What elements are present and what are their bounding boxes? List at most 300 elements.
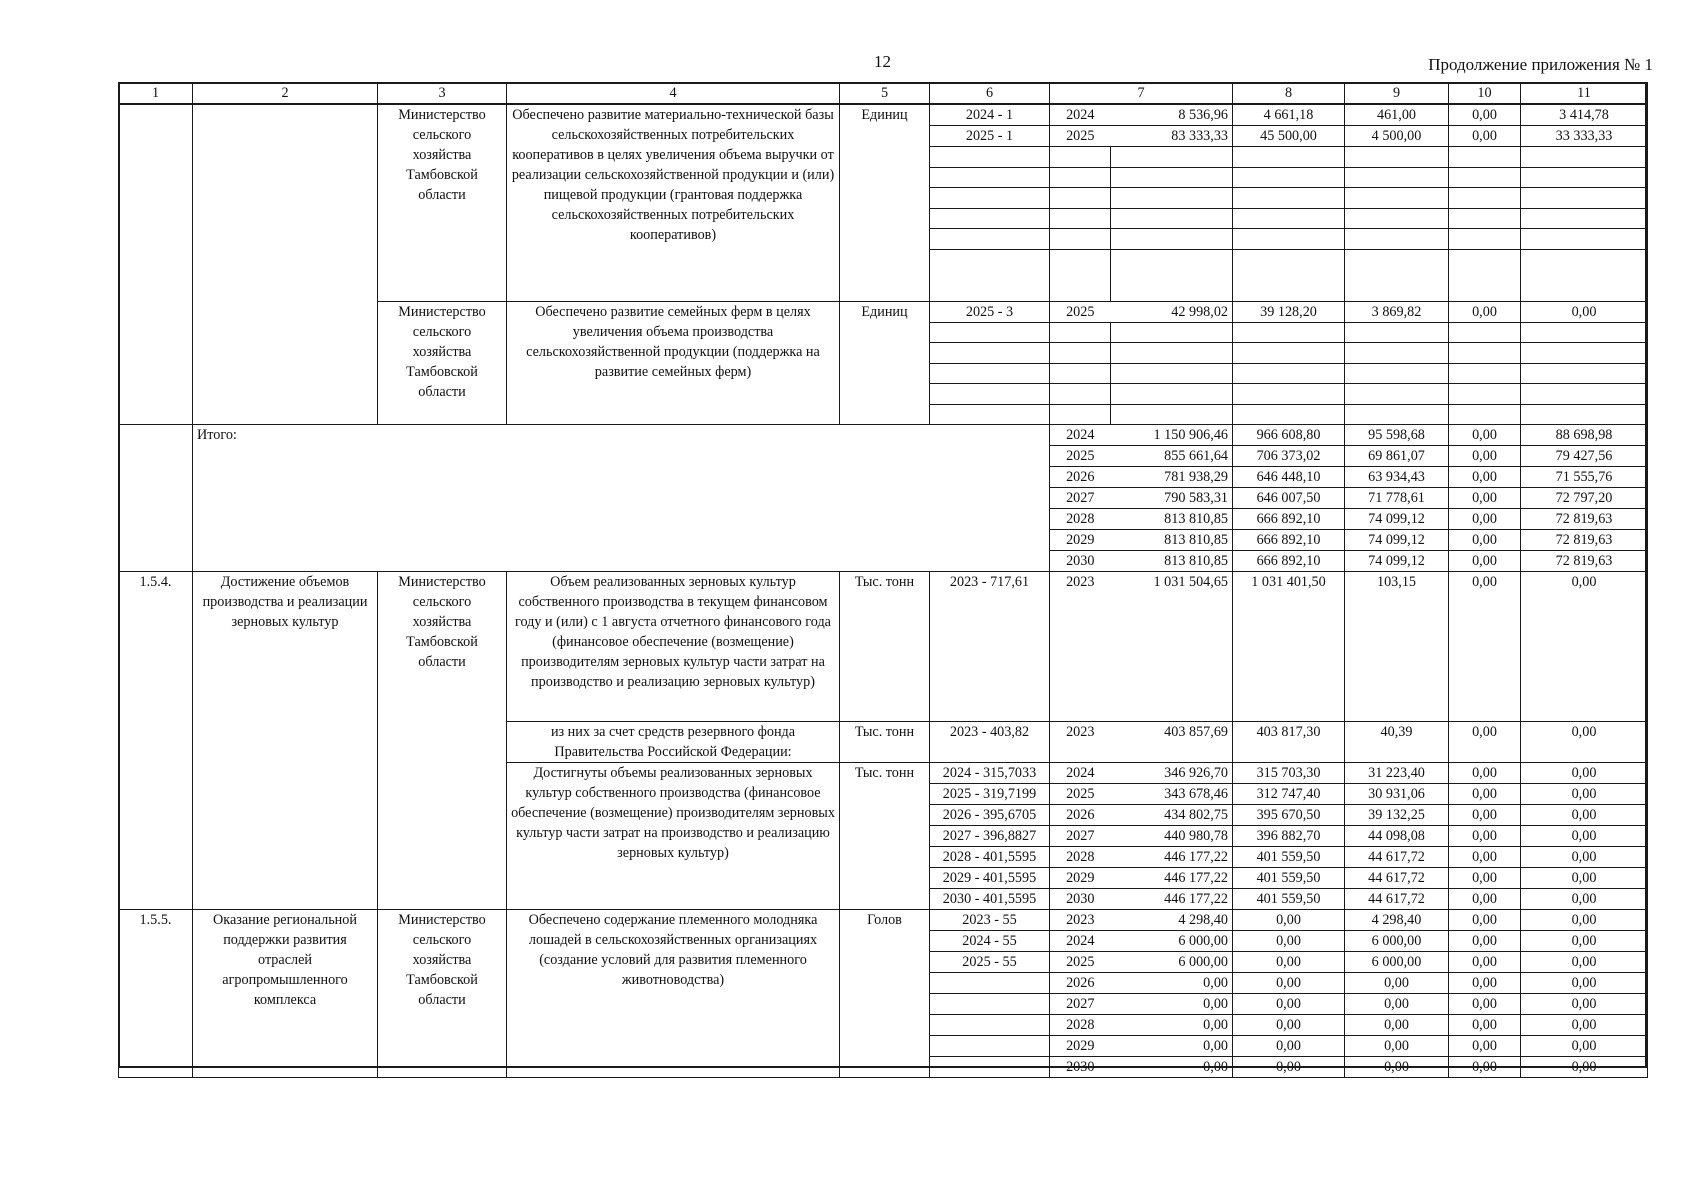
- amount-local-cell: 0,00: [1449, 994, 1521, 1015]
- indicator-cell: [930, 208, 1050, 229]
- amount-regional-cell: 0,00: [1345, 973, 1449, 994]
- amount-total-cell: 813 810,85: [1111, 551, 1233, 572]
- amount-local-cell: 0,00: [1449, 126, 1521, 147]
- amount-regional-cell: 6 000,00: [1345, 931, 1449, 952]
- amount-regional-cell: 44 617,72: [1345, 847, 1449, 868]
- empty-cell: [1050, 384, 1111, 405]
- amount-total-cell: 1 031 504,65: [1111, 572, 1233, 722]
- empty-cell: [1449, 384, 1521, 405]
- empty-cell: [1233, 229, 1345, 250]
- empty-cell: [1111, 363, 1233, 384]
- amount-federal-cell: 1 031 401,50: [1233, 572, 1345, 722]
- amount-total-cell: 403 857,69: [1111, 722, 1233, 763]
- empty-cell: [1233, 404, 1345, 425]
- amount-other-cell: 72 819,63: [1521, 530, 1648, 551]
- amount-federal-cell: 0,00: [1233, 1036, 1345, 1057]
- amount-total-cell: 0,00: [1111, 1057, 1233, 1078]
- amount-total-cell: 343 678,46: [1111, 784, 1233, 805]
- amount-other-cell: 0,00: [1521, 1057, 1648, 1078]
- amount-regional-cell: 40,39: [1345, 722, 1449, 763]
- indicator-cell: 2023 - 403,82: [930, 722, 1050, 763]
- amount-total-cell: 781 938,29: [1111, 467, 1233, 488]
- amount-total-cell: 446 177,22: [1111, 889, 1233, 910]
- column-header-5: 5: [840, 83, 930, 105]
- year-cell: 2030: [1050, 889, 1111, 910]
- empty-cell: [1233, 249, 1345, 301]
- indicator-cell: [930, 1036, 1050, 1057]
- ministry-cell: Министерство сельского хозяйства Тамбовской области: [378, 301, 507, 425]
- empty-cell: [1521, 343, 1648, 364]
- amount-local-cell: 0,00: [1449, 931, 1521, 952]
- result-text-cell: Объем реализованных зерновых культур собственного производства в текущем финансовом году и (или) с 1 августа отчетного финансового года (финансовое обеспечение (возмещение) производителям зерновых культур части затрат на производство и реализацию зерновых культур): [507, 572, 840, 722]
- amount-local-cell: 0,00: [1449, 509, 1521, 530]
- event-name-cell: [193, 104, 378, 425]
- empty-cell: [1345, 229, 1449, 250]
- unit-cell: Тыс. тонн: [840, 722, 930, 763]
- amount-total-cell: 790 583,31: [1111, 488, 1233, 509]
- empty-cell: [1521, 229, 1648, 250]
- empty-cell: [1233, 188, 1345, 209]
- amount-regional-cell: 0,00: [1345, 1015, 1449, 1036]
- indicator-cell: 2026 - 395,6705: [930, 805, 1050, 826]
- row-number-cell: 1.5.5.: [119, 910, 193, 1078]
- column-header-6: 6: [930, 83, 1050, 105]
- empty-cell: [1345, 208, 1449, 229]
- indicator-cell: 2023 - 717,61: [930, 572, 1050, 722]
- year-cell: 2025: [1050, 126, 1111, 147]
- unit-cell: Голов: [840, 910, 930, 1078]
- empty-cell: [1050, 147, 1111, 168]
- empty-cell: [1111, 343, 1233, 364]
- indicator-cell: 2028 - 401,5595: [930, 847, 1050, 868]
- amount-regional-cell: 3 869,82: [1345, 301, 1449, 322]
- indicator-cell: [930, 973, 1050, 994]
- empty-cell: [1050, 188, 1111, 209]
- amount-regional-cell: 74 099,12: [1345, 509, 1449, 530]
- empty-cell: [1111, 229, 1233, 250]
- empty-cell: [1345, 188, 1449, 209]
- indicator-cell: 2025 - 319,7199: [930, 784, 1050, 805]
- amount-regional-cell: 31 223,40: [1345, 763, 1449, 784]
- empty-cell: [1449, 249, 1521, 301]
- amount-local-cell: 0,00: [1449, 952, 1521, 973]
- amount-other-cell: 0,00: [1521, 973, 1648, 994]
- year-cell: 2023: [1050, 572, 1111, 722]
- amount-local-cell: 0,00: [1449, 910, 1521, 931]
- budget-table: [118, 82, 1648, 1078]
- amount-regional-cell: 44 617,72: [1345, 868, 1449, 889]
- amount-local-cell: 0,00: [1449, 425, 1521, 446]
- amount-local-cell: 0,00: [1449, 467, 1521, 488]
- indicator-cell: [930, 343, 1050, 364]
- result-text-cell: Обеспечено содержание племенного молодняка лошадей в сельскохозяйственных организациях (создание условий для развития племенного животноводства): [507, 910, 840, 1078]
- amount-other-cell: 0,00: [1521, 1015, 1648, 1036]
- empty-cell: [1449, 322, 1521, 343]
- result-text-cell: из них за счет средств резервного фонда Правительства Российской Федерации:: [507, 722, 840, 763]
- amount-total-cell: 813 810,85: [1111, 530, 1233, 551]
- empty-cell: [1521, 322, 1648, 343]
- page-number: 12: [874, 52, 891, 71]
- continuation-label: Продолжение приложения № 1: [1428, 55, 1653, 74]
- empty-cell: [1050, 229, 1111, 250]
- empty-cell: [1111, 322, 1233, 343]
- amount-local-cell: 0,00: [1449, 889, 1521, 910]
- column-header-1: 1: [119, 83, 193, 105]
- amount-other-cell: 3 414,78: [1521, 104, 1648, 126]
- indicator-cell: 2029 - 401,5595: [930, 868, 1050, 889]
- amount-federal-cell: 646 007,50: [1233, 488, 1345, 509]
- indicator-cell: [930, 167, 1050, 188]
- amount-total-cell: 83 333,33: [1111, 126, 1233, 147]
- empty-cell: [1233, 147, 1345, 168]
- amount-regional-cell: 39 132,25: [1345, 805, 1449, 826]
- amount-total-cell: 8 536,96: [1111, 104, 1233, 126]
- amount-regional-cell: 44 617,72: [1345, 889, 1449, 910]
- amount-local-cell: 0,00: [1449, 1036, 1521, 1057]
- empty-cell: [1233, 322, 1345, 343]
- amount-federal-cell: 0,00: [1233, 994, 1345, 1015]
- table-body: [119, 83, 1648, 1078]
- amount-local-cell: 0,00: [1449, 446, 1521, 467]
- empty-cell: [1111, 384, 1233, 405]
- result-text-cell: Достигнуты объемы реализованных зерновых культур собственного производства (финансовое обеспечение (возмещение) производителям зерновых культур части затрат на производство и реализацию зерновых культур): [507, 763, 840, 910]
- amount-other-cell: 0,00: [1521, 931, 1648, 952]
- amount-federal-cell: 315 703,30: [1233, 763, 1345, 784]
- empty-cell: [1449, 167, 1521, 188]
- amount-regional-cell: 0,00: [1345, 1036, 1449, 1057]
- empty-cell: [1111, 167, 1233, 188]
- amount-regional-cell: 4 500,00: [1345, 126, 1449, 147]
- indicator-cell: 2024 - 55: [930, 931, 1050, 952]
- ministry-cell: Министерство сельского хозяйства Тамбовской области: [378, 572, 507, 910]
- indicator-cell: [930, 249, 1050, 301]
- amount-total-cell: 440 980,78: [1111, 826, 1233, 847]
- empty-cell: [1345, 363, 1449, 384]
- empty-cell: [1111, 188, 1233, 209]
- year-cell: 2028: [1050, 847, 1111, 868]
- indicator-cell: 2024 - 315,7033: [930, 763, 1050, 784]
- amount-regional-cell: 103,15: [1345, 572, 1449, 722]
- amount-other-cell: 0,00: [1521, 572, 1648, 722]
- column-header-7: 7: [1050, 83, 1233, 105]
- indicator-cell: [930, 384, 1050, 405]
- amount-total-cell: 6 000,00: [1111, 931, 1233, 952]
- amount-federal-cell: 403 817,30: [1233, 722, 1345, 763]
- amount-local-cell: 0,00: [1449, 868, 1521, 889]
- year-cell: 2025: [1050, 446, 1111, 467]
- amount-local-cell: 0,00: [1449, 572, 1521, 722]
- table-row: [119, 572, 1648, 722]
- unit-cell: Единиц: [840, 104, 930, 301]
- year-cell: 2029: [1050, 1036, 1111, 1057]
- empty-cell: [1521, 188, 1648, 209]
- empty-cell: [1449, 363, 1521, 384]
- amount-local-cell: 0,00: [1449, 1015, 1521, 1036]
- amount-other-cell: 0,00: [1521, 805, 1648, 826]
- amount-other-cell: 72 819,63: [1521, 509, 1648, 530]
- empty-cell: [1111, 249, 1233, 301]
- empty-cell: [1449, 147, 1521, 168]
- indicator-cell: 2030 - 401,5595: [930, 889, 1050, 910]
- indicator-cell: 2025 - 1: [930, 126, 1050, 147]
- year-cell: 2028: [1050, 509, 1111, 530]
- amount-federal-cell: 706 373,02: [1233, 446, 1345, 467]
- year-cell: 2027: [1050, 994, 1111, 1015]
- year-cell: 2024: [1050, 931, 1111, 952]
- indicator-cell: [930, 147, 1050, 168]
- amount-federal-cell: 646 448,10: [1233, 467, 1345, 488]
- amount-local-cell: 0,00: [1449, 847, 1521, 868]
- amount-federal-cell: 401 559,50: [1233, 868, 1345, 889]
- amount-regional-cell: 74 099,12: [1345, 530, 1449, 551]
- year-cell: 2030: [1050, 551, 1111, 572]
- amount-federal-cell: 666 892,10: [1233, 551, 1345, 572]
- amount-other-cell: 0,00: [1521, 952, 1648, 973]
- empty-cell: [1449, 404, 1521, 425]
- amount-regional-cell: 95 598,68: [1345, 425, 1449, 446]
- year-cell: 2027: [1050, 826, 1111, 847]
- amount-local-cell: 0,00: [1449, 826, 1521, 847]
- amount-federal-cell: 666 892,10: [1233, 530, 1345, 551]
- table-row: [119, 425, 1648, 446]
- indicator-cell: [930, 1057, 1050, 1078]
- year-cell: 2027: [1050, 488, 1111, 509]
- amount-total-cell: 855 661,64: [1111, 446, 1233, 467]
- amount-total-cell: 6 000,00: [1111, 952, 1233, 973]
- indicator-cell: 2025 - 55: [930, 952, 1050, 973]
- ministry-cell: Министерство сельского хозяйства Тамбовской области: [378, 910, 507, 1078]
- amount-total-cell: 346 926,70: [1111, 763, 1233, 784]
- year-cell: 2026: [1050, 467, 1111, 488]
- amount-other-cell: 0,00: [1521, 1036, 1648, 1057]
- amount-total-cell: 0,00: [1111, 1015, 1233, 1036]
- unit-cell: Тыс. тонн: [840, 572, 930, 722]
- empty-cell: [1233, 208, 1345, 229]
- year-cell: 2029: [1050, 868, 1111, 889]
- empty-cell: [1345, 384, 1449, 405]
- amount-total-cell: 4 298,40: [1111, 910, 1233, 931]
- amount-other-cell: 0,00: [1521, 784, 1648, 805]
- year-cell: 2024: [1050, 763, 1111, 784]
- amount-local-cell: 0,00: [1449, 551, 1521, 572]
- column-header-10: 10: [1449, 83, 1521, 105]
- amount-total-cell: 813 810,85: [1111, 509, 1233, 530]
- amount-regional-cell: 69 861,07: [1345, 446, 1449, 467]
- amount-federal-cell: 0,00: [1233, 973, 1345, 994]
- total-label: Итого:: [193, 425, 1050, 572]
- amount-local-cell: 0,00: [1449, 530, 1521, 551]
- amount-other-cell: 88 698,98: [1521, 425, 1648, 446]
- empty-cell: [1345, 249, 1449, 301]
- amount-regional-cell: 63 934,43: [1345, 467, 1449, 488]
- year-cell: 2030: [1050, 1057, 1111, 1078]
- amount-total-cell: 0,00: [1111, 973, 1233, 994]
- amount-federal-cell: 4 661,18: [1233, 104, 1345, 126]
- unit-cell: Тыс. тонн: [840, 763, 930, 910]
- year-cell: 2024: [1050, 425, 1111, 446]
- amount-total-cell: 42 998,02: [1111, 301, 1233, 322]
- empty-cell: [1050, 322, 1111, 343]
- result-text-cell: Обеспечено развитие семейных ферм в целях увеличения объема производства сельскохозяйственной продукции (поддержка на развитие семейных ферм): [507, 301, 840, 425]
- column-header-11: 11: [1521, 83, 1648, 105]
- amount-federal-cell: 0,00: [1233, 1057, 1345, 1078]
- amount-total-cell: 0,00: [1111, 994, 1233, 1015]
- column-header-4: 4: [507, 83, 840, 105]
- amount-local-cell: 0,00: [1449, 722, 1521, 763]
- table-row: [119, 910, 1648, 931]
- amount-local-cell: 0,00: [1449, 805, 1521, 826]
- event-name-cell: Оказание региональной поддержки развития отраслей агропромышленного комплекса: [193, 910, 378, 1078]
- amount-local-cell: 0,00: [1449, 488, 1521, 509]
- empty-cell: [1449, 188, 1521, 209]
- year-cell: 2029: [1050, 530, 1111, 551]
- year-cell: 2023: [1050, 722, 1111, 763]
- empty-cell: [1111, 404, 1233, 425]
- empty-cell: [1050, 404, 1111, 425]
- amount-other-cell: 0,00: [1521, 910, 1648, 931]
- indicator-cell: [930, 188, 1050, 209]
- amount-total-cell: 1 150 906,46: [1111, 425, 1233, 446]
- table-row: [119, 83, 1648, 105]
- amount-federal-cell: 0,00: [1233, 910, 1345, 931]
- amount-other-cell: 0,00: [1521, 301, 1648, 322]
- amount-federal-cell: 45 500,00: [1233, 126, 1345, 147]
- amount-other-cell: 0,00: [1521, 868, 1648, 889]
- empty-cell: [1521, 363, 1648, 384]
- amount-federal-cell: 0,00: [1233, 1015, 1345, 1036]
- amount-regional-cell: 0,00: [1345, 1057, 1449, 1078]
- amount-total-cell: 434 802,75: [1111, 805, 1233, 826]
- amount-other-cell: 0,00: [1521, 889, 1648, 910]
- table-row: [119, 104, 1648, 126]
- column-header-9: 9: [1345, 83, 1449, 105]
- empty-cell: [1345, 343, 1449, 364]
- amount-other-cell: 0,00: [1521, 847, 1648, 868]
- result-text-cell: Обеспечено развитие материально-технической базы сельскохозяйственных потребительских кооперативов в целях увеличения объема выручки от реализации сельскохозяйственной продукции и (или) пищевой продукции (грантовая поддержка сельскохозяйственных потребительских кооперативов): [507, 104, 840, 301]
- empty-cell: [1449, 229, 1521, 250]
- amount-federal-cell: 396 882,70: [1233, 826, 1345, 847]
- amount-local-cell: 0,00: [1449, 104, 1521, 126]
- empty-cell: [1345, 167, 1449, 188]
- amount-total-cell: 0,00: [1111, 1036, 1233, 1057]
- amount-regional-cell: 4 298,40: [1345, 910, 1449, 931]
- empty-cell: [1233, 343, 1345, 364]
- empty-cell: [1345, 322, 1449, 343]
- row-number-cell: [119, 104, 193, 425]
- empty-cell: [1345, 404, 1449, 425]
- empty-cell: [1345, 147, 1449, 168]
- amount-federal-cell: 401 559,50: [1233, 847, 1345, 868]
- empty-cell: [1521, 167, 1648, 188]
- indicator-cell: 2023 - 55: [930, 910, 1050, 931]
- empty-cell: [1050, 208, 1111, 229]
- indicator-cell: [930, 1015, 1050, 1036]
- amount-other-cell: 0,00: [1521, 826, 1648, 847]
- amount-federal-cell: 395 670,50: [1233, 805, 1345, 826]
- column-header-2: 2: [193, 83, 378, 105]
- empty-cell: [1521, 208, 1648, 229]
- amount-federal-cell: 312 747,40: [1233, 784, 1345, 805]
- column-header-8: 8: [1233, 83, 1345, 105]
- empty-cell: [1111, 208, 1233, 229]
- empty-cell: [1449, 343, 1521, 364]
- year-cell: 2025: [1050, 952, 1111, 973]
- amount-regional-cell: 30 931,06: [1345, 784, 1449, 805]
- year-cell: 2024: [1050, 104, 1111, 126]
- empty-cell: [1050, 249, 1111, 301]
- amount-local-cell: 0,00: [1449, 763, 1521, 784]
- year-cell: 2025: [1050, 301, 1111, 322]
- empty-cell: [1521, 404, 1648, 425]
- year-cell: 2026: [1050, 805, 1111, 826]
- amount-regional-cell: 44 098,08: [1345, 826, 1449, 847]
- amount-other-cell: 72 797,20: [1521, 488, 1648, 509]
- amount-local-cell: 0,00: [1449, 1057, 1521, 1078]
- amount-regional-cell: 461,00: [1345, 104, 1449, 126]
- amount-other-cell: 0,00: [1521, 722, 1648, 763]
- amount-federal-cell: 666 892,10: [1233, 509, 1345, 530]
- indicator-cell: [930, 363, 1050, 384]
- empty-cell: [1233, 363, 1345, 384]
- column-header-3: 3: [378, 83, 507, 105]
- amount-federal-cell: 39 128,20: [1233, 301, 1345, 322]
- empty-cell: [1521, 147, 1648, 168]
- amount-federal-cell: 966 608,80: [1233, 425, 1345, 446]
- amount-other-cell: 72 819,63: [1521, 551, 1648, 572]
- indicator-cell: [930, 994, 1050, 1015]
- indicator-cell: [930, 229, 1050, 250]
- empty-cell: [1050, 343, 1111, 364]
- indicator-cell: [930, 322, 1050, 343]
- indicator-cell: 2024 - 1: [930, 104, 1050, 126]
- amount-total-cell: 446 177,22: [1111, 868, 1233, 889]
- indicator-cell: [930, 404, 1050, 425]
- amount-local-cell: 0,00: [1449, 973, 1521, 994]
- empty-cell: [1521, 249, 1648, 301]
- amount-other-cell: 0,00: [1521, 763, 1648, 784]
- year-cell: 2025: [1050, 784, 1111, 805]
- amount-local-cell: 0,00: [1449, 301, 1521, 322]
- empty-cell: [1111, 147, 1233, 168]
- amount-regional-cell: 74 099,12: [1345, 551, 1449, 572]
- amount-other-cell: 71 555,76: [1521, 467, 1648, 488]
- amount-other-cell: 79 427,56: [1521, 446, 1648, 467]
- ministry-cell: Министерство сельского хозяйства Тамбовской области: [378, 104, 507, 301]
- amount-federal-cell: 0,00: [1233, 952, 1345, 973]
- event-name-cell: Достижение объемов производства и реализации зерновых культур: [193, 572, 378, 910]
- row-number-cell: 1.5.4.: [119, 572, 193, 910]
- empty-cell: [1233, 384, 1345, 405]
- amount-total-cell: 446 177,22: [1111, 847, 1233, 868]
- year-cell: 2026: [1050, 973, 1111, 994]
- amount-other-cell: 0,00: [1521, 994, 1648, 1015]
- amount-regional-cell: 6 000,00: [1345, 952, 1449, 973]
- empty-cell: [1050, 363, 1111, 384]
- amount-federal-cell: 401 559,50: [1233, 889, 1345, 910]
- empty-cell: [1449, 208, 1521, 229]
- year-cell: 2028: [1050, 1015, 1111, 1036]
- indicator-cell: 2027 - 396,8827: [930, 826, 1050, 847]
- amount-other-cell: 33 333,33: [1521, 126, 1648, 147]
- amount-regional-cell: 71 778,61: [1345, 488, 1449, 509]
- row-number-cell: [119, 425, 193, 572]
- amount-regional-cell: 0,00: [1345, 994, 1449, 1015]
- year-cell: 2023: [1050, 910, 1111, 931]
- amount-federal-cell: 0,00: [1233, 931, 1345, 952]
- empty-cell: [1521, 384, 1648, 405]
- empty-cell: [1050, 167, 1111, 188]
- amount-local-cell: 0,00: [1449, 784, 1521, 805]
